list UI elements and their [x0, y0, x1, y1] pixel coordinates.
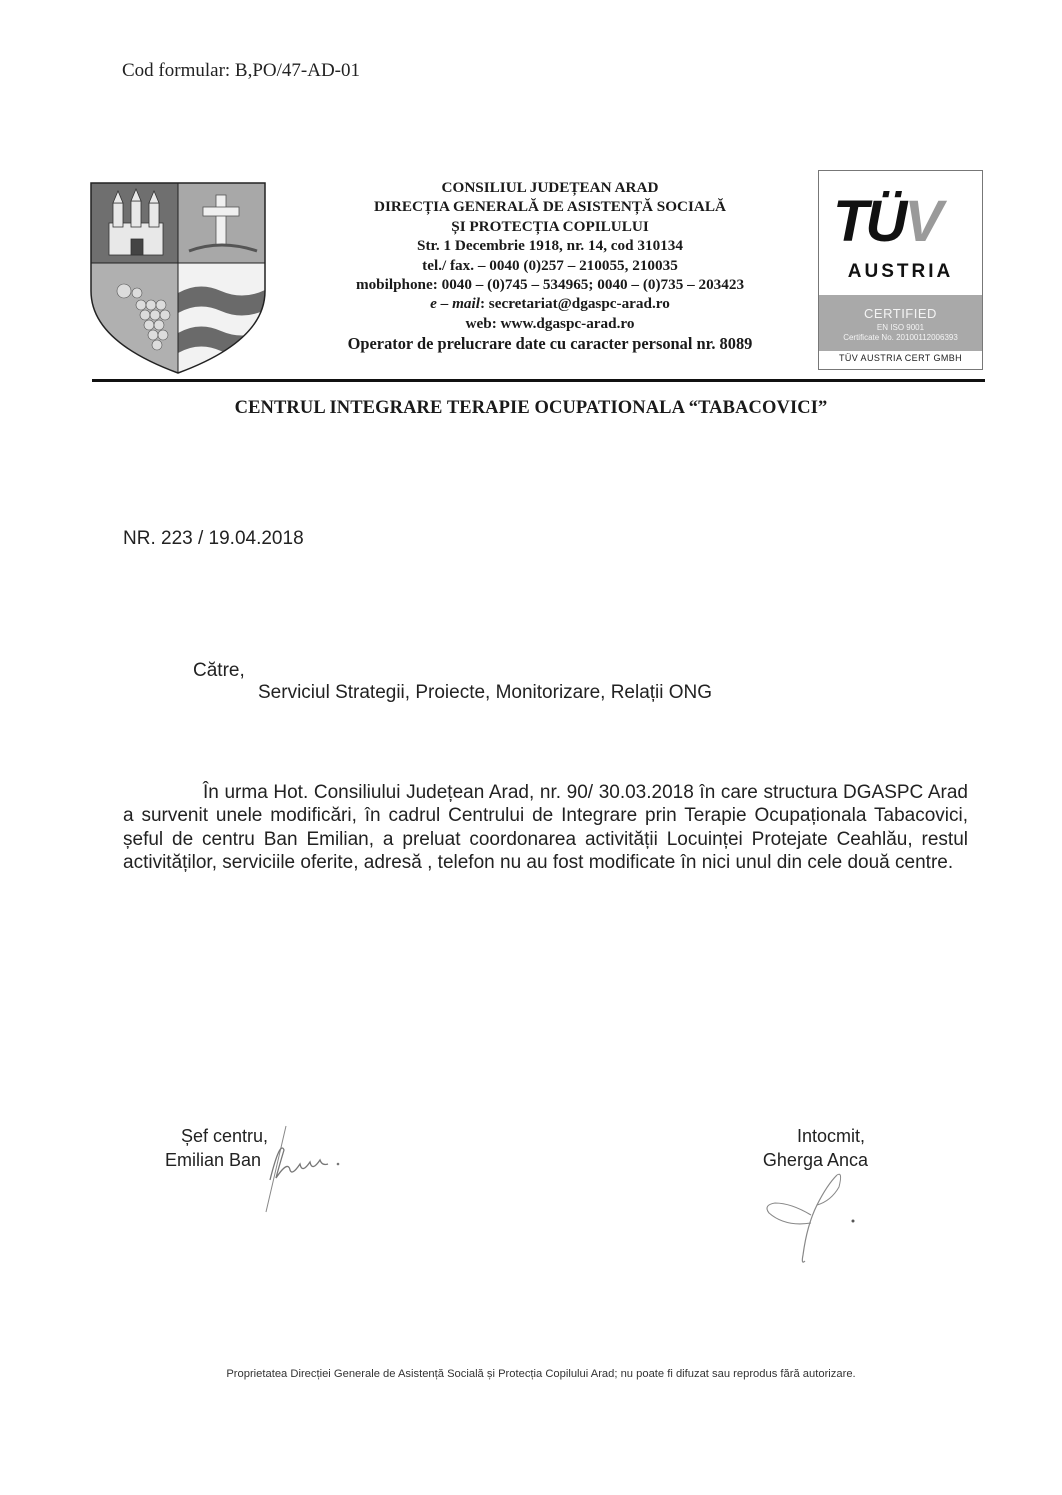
footer-note: Proprietatea Direcției Generale de Asistență Socială și Protecția Copilului Arad; nu poate fi difuzat sau reprodus fără autorizare. — [226, 1368, 856, 1380]
signature-icon — [258, 1120, 358, 1220]
left-signatory-title: Șef centru, — [180, 1126, 268, 1146]
certificate-number: Certificate No. 20100112006393 — [843, 333, 958, 342]
signature-icon — [755, 1165, 865, 1275]
org-mobile: mobilphone: 0040 – (0)745 – 534965; 0040 – (0)735 – 203423 — [355, 276, 745, 294]
org-email — [290, 294, 810, 313]
center-title: CENTRUL INTEGRARE TERAPIE OCUPATIONALA “TABACOVICI” — [234, 398, 828, 418]
org-operator: Operator de prelucrare date cu caracter personal nr. 8089 — [347, 334, 753, 354]
recipient-name: Serviciul Strategii, Proiecte, Monitorizare, Relații ONG — [258, 682, 713, 703]
tuv-logo-icon: TÜV — [833, 189, 941, 254]
email-label: e – mail — [430, 295, 480, 313]
body-text: În urma Hot. Consiliului Județean Arad, nr. 90/ 30.03.2018 în care structura DGASPC Arad a survenit unele modificări, în cadrul Centrului de Integrare prin Terapie Ocupaționala Tabacovici, șeful de centru Ban Emilian, a preluat coordonarea activității Locuinței Protejate Ceahlău, restul activităților, serviciile oferite, adresă , telefon nu au fost modificate în nici unul din cele două centre. — [123, 782, 968, 873]
tuv-country: AUSTRIA — [847, 261, 954, 282]
header-divider — [92, 379, 985, 382]
right-signatory-name: Gherga Anca — [762, 1150, 868, 1170]
certificate-issuer: TÜV AUSTRIA CERT GMBH — [838, 353, 963, 363]
left-signatory-name: Emilian Ban — [164, 1150, 261, 1170]
org-line: CONSILIUL JUDEȚEAN ARAD — [441, 179, 659, 196]
org-address: Str. 1 Decembrie 1918, nr. 14, cod 310134 — [417, 237, 683, 255]
org-line: ȘI PROTECȚIA COPILULUI — [451, 217, 649, 235]
organization-header — [290, 178, 810, 355]
document-number: NR. 223 / 19.04.2018 — [123, 528, 304, 549]
body-paragraph — [123, 781, 968, 874]
certified-label: CERTIFIED — [864, 306, 937, 321]
recipient-label: Către, — [193, 660, 245, 681]
certified-panel — [819, 295, 982, 351]
tuv-certification-badge — [818, 170, 983, 370]
org-line: DIRECȚIA GENERALĂ DE ASISTENȚĂ SOCIALĂ — [374, 198, 726, 216]
coat-of-arms-icon — [89, 181, 267, 375]
right-signatory-title: Intocmit, — [796, 1126, 865, 1146]
email-link[interactable]: : secretariat@dgaspc-arad.ro — [479, 295, 670, 313]
form-code: Cod formular: B,PO/47-AD-01 — [122, 60, 361, 81]
org-web[interactable]: web: www.dgaspc-arad.ro — [465, 314, 635, 332]
org-phone: tel./ fax. – 0040 (0)257 – 210055, 210035 — [422, 256, 678, 274]
certified-standard: EN ISO 9001 — [876, 323, 925, 332]
